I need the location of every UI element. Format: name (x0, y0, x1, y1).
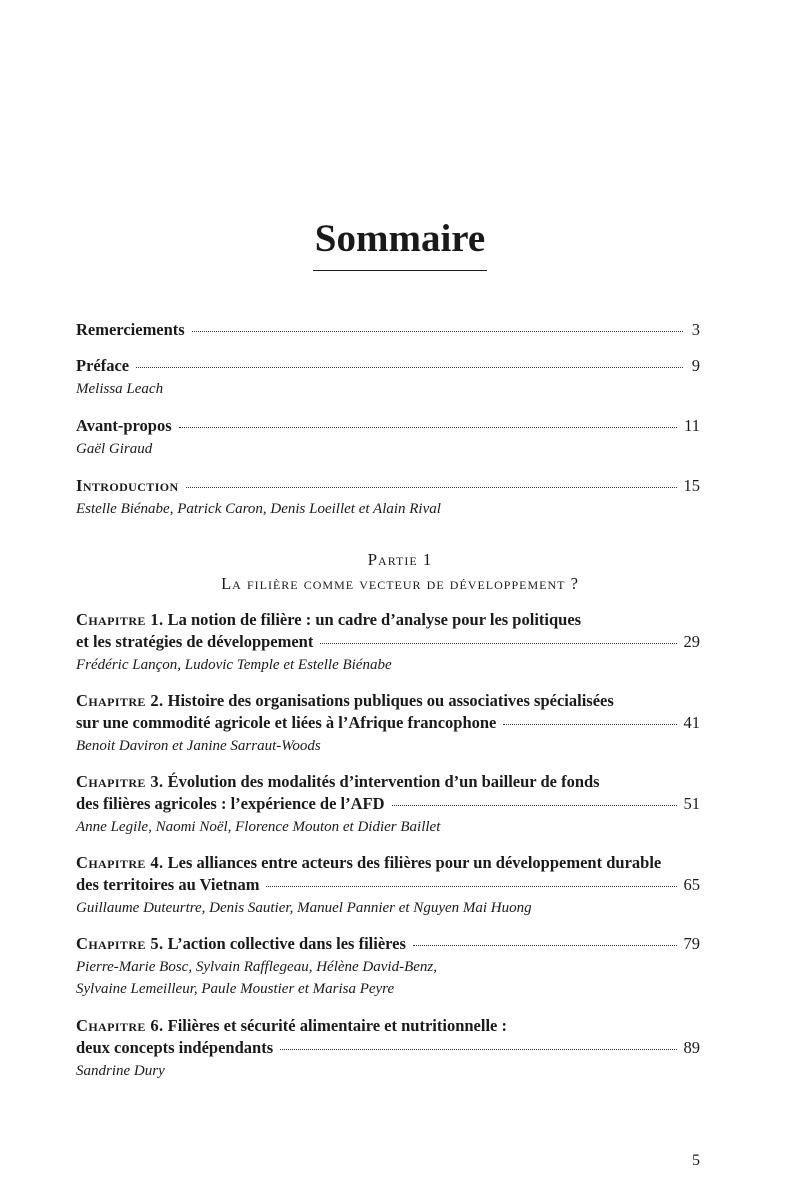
chapter-title-line2: des territoires au Vietnam (76, 875, 260, 894)
dot-leader (136, 366, 683, 368)
chapter-title-line1: La notion de filière : un cadre d’analyse pour les politiques (167, 610, 582, 629)
entry-authors: Sandrine Dury (76, 1063, 165, 1079)
entry-title: Préface (76, 356, 130, 375)
entry-page: 79 (683, 934, 700, 953)
dot-leader (392, 804, 677, 806)
dot-leader (179, 426, 677, 428)
entry-authors: Estelle Biénabe, Patrick Caron, Denis Loeillet et Alain Rival (76, 501, 441, 517)
chapter-label: Chapitre 6. (76, 1016, 164, 1035)
chapter-title-line1: Histoire des organisations publiques ou associatives spécialisées (167, 691, 614, 710)
dot-leader (186, 486, 677, 488)
entry-page: 3 (691, 320, 700, 339)
dot-leader (280, 1048, 676, 1050)
dot-leader (320, 642, 676, 644)
dot-leader (266, 885, 676, 887)
dot-leader (192, 330, 683, 332)
chapter-label: Chapitre 4. (76, 853, 164, 872)
entry-authors: Melissa Leach (76, 381, 164, 397)
chapter-title-line1: Filières et sécurité alimentaire et nutritionnelle : (167, 1016, 507, 1035)
entry-page: 51 (683, 794, 700, 813)
chapter-label: Chapitre 1. (76, 610, 164, 629)
part-label: Partie 1 (367, 550, 433, 569)
chapter-title-line1: Évolution des modalités d’intervention d’un bailleur de fonds (167, 772, 600, 791)
toc-entry-chapitre-1[interactable] (76, 610, 700, 676)
toc-entry-introduction[interactable] (76, 476, 700, 520)
entry-title: Avant-propos (76, 416, 172, 435)
dot-leader (503, 723, 676, 725)
entry-page: 11 (684, 416, 700, 435)
entry-authors: Anne Legile, Naomi Noël, Florence Mouton et Didier Baillet (76, 819, 441, 835)
toc-entry-chapitre-3[interactable] (76, 772, 700, 838)
page-number: 5 (692, 1152, 700, 1169)
toc-entry-chapitre-4[interactable] (76, 853, 700, 919)
chapter-title-line2: et les stratégies de développement (76, 632, 314, 651)
toc-entry-remerciements[interactable] (76, 320, 700, 342)
chapter-title-line2: deux concepts indépendants (76, 1038, 274, 1057)
part-heading (0, 550, 800, 598)
toc-entry-preface[interactable] (76, 356, 700, 400)
entry-page: 65 (683, 875, 700, 894)
part-title: La filière comme vecteur de développement ? (221, 574, 579, 593)
title-block (0, 216, 800, 271)
chapter-label: Chapitre 5. (76, 934, 164, 953)
entry-page: 15 (683, 476, 700, 495)
dot-leader (413, 944, 677, 946)
entry-authors: Benoit Daviron et Janine Sarraut-Woods (76, 738, 321, 754)
entry-authors: Gaël Giraud (76, 441, 153, 457)
toc-entry-chapitre-2[interactable] (76, 691, 700, 757)
chapter-title-line2: sur une commodité agricole et liées à l’Afrique francophone (76, 713, 497, 732)
toc-entry-chapitre-5[interactable] (76, 934, 700, 1000)
chapter-label: Chapitre 3. (76, 772, 164, 791)
chapter-title-line2: des filières agricoles : l’expérience de l’AFD (76, 794, 385, 813)
entry-authors: Guillaume Duteurtre, Denis Sautier, Manuel Pannier et Nguyen Mai Huong (76, 900, 532, 916)
entry-page: 41 (683, 713, 700, 732)
entry-authors-cont: Sylvaine Lemeilleur, Paule Moustier et Marisa Peyre (76, 981, 395, 997)
chapter-title: L’action collective dans les filières (167, 934, 406, 953)
toc-entry-chapitre-6[interactable] (76, 1016, 700, 1082)
entry-title: Introduction (76, 476, 179, 495)
entry-authors: Pierre-Marie Bosc, Sylvain Rafflegeau, Hélène David-Benz, (76, 959, 437, 975)
chapter-label: Chapitre 2. (76, 691, 164, 710)
entry-title: Remerciements (76, 320, 185, 339)
entry-page: 9 (691, 356, 700, 375)
page-title: Sommaire (313, 216, 487, 271)
entry-page: 89 (683, 1038, 700, 1057)
entry-page: 29 (683, 632, 700, 651)
chapter-title-line1: Les alliances entre acteurs des filières pour un développement durable (167, 853, 662, 872)
toc-entry-avant-propos[interactable] (76, 416, 700, 460)
entry-authors: Frédéric Lançon, Ludovic Temple et Estelle Biénabe (76, 657, 392, 673)
